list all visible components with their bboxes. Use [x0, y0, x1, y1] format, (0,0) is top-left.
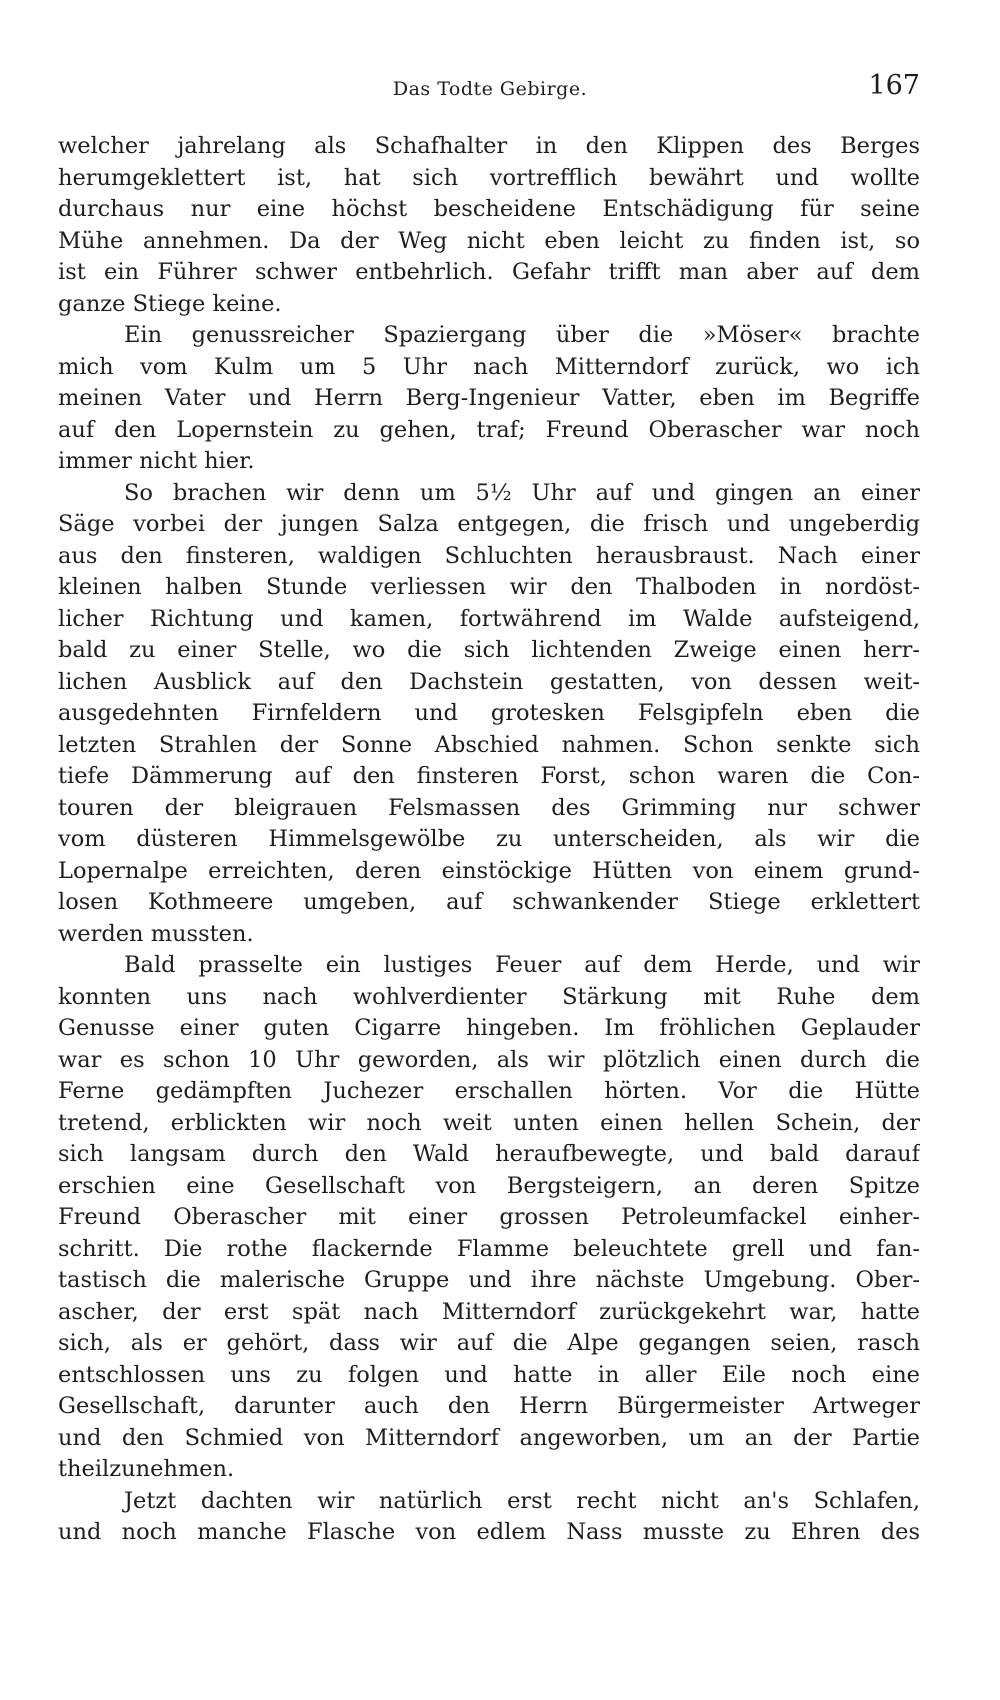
text-line: lichen Ausblick auf den Dachstein gestatten, von dessen weit- [58, 668, 920, 695]
text-line: erschien eine Gesellschaft von Bergsteigern, an deren Spitze [58, 1172, 920, 1199]
text-line: Ein genussreicher Spaziergang über die »Möser« brachte [124, 322, 920, 348]
text-line: werden mussten. [58, 920, 254, 947]
text-line: touren der bleigrauen Felsmassen des Grimming nur schwer [58, 794, 920, 821]
text-line: ganze Stiege keine. [58, 290, 282, 317]
text-line: bald zu einer Stelle, wo die sich lichtenden Zweige einen herr- [58, 637, 920, 663]
text-line: entschlossen uns zu folgen und hatte in aller Eile noch eine [58, 1361, 920, 1388]
text-line: meinen Vater und Herrn Berg-Ingenieur Vatter, eben im Begriffe [58, 385, 920, 411]
text-line: war es schon 10 Uhr geworden, als wir plötzlich einen durch die [58, 1046, 920, 1073]
text-line: Jetzt dachten wir natürlich erst recht nicht an's Schlafen, [124, 1487, 920, 1514]
text-line: Mühe annehmen. Da der Weg nicht eben leicht zu finden ist, so [58, 227, 920, 254]
text-line: immer nicht hier. [58, 448, 255, 474]
text-line: letzten Strahlen der Sonne Abschied nahmen. Schon senkte sich [58, 731, 920, 758]
text-line: kleinen halben Stunde verliessen wir den Thalboden in nordöst- [58, 574, 920, 600]
text-line: aus den finsteren, waldigen Schluchten herausbraust. Nach einer [58, 542, 920, 569]
body-text [58, 131, 920, 1549]
text-line: tastisch die malerische Gruppe und ihre nächste Umgebung. Ober- [58, 1267, 920, 1293]
running-head [60, 70, 920, 110]
text-line: ascher, der erst spät nach Mitterndorf zurückgekehrt war, hatte [58, 1298, 920, 1325]
page-number: 167 [868, 70, 920, 101]
text-line: herumgeklettert ist, hat sich vortrefflich bewährt und wollte [58, 164, 920, 191]
text-line: sich langsam durch den Wald heraufbewegte, und bald darauf [58, 1141, 920, 1167]
text-line: theilzunehmen. [58, 1456, 235, 1482]
running-title: Das Todte Gebirge. [392, 78, 588, 100]
text-line: So brachen wir denn um 5½ Uhr auf und gingen an einer [124, 479, 920, 506]
text-line: konnten uns nach wohlverdienter Stärkung mit Ruhe dem [58, 983, 920, 1010]
text-line: Lopernalpe erreichten, deren einstöckige Hütten von einem grund- [58, 857, 920, 884]
text-line: tiefe Dämmerung auf den finsteren Forst, schon waren die Con- [58, 763, 920, 789]
text-line: ausgedehnten Firnfeldern und grotesken Felsgipfeln eben die [58, 700, 920, 726]
text-line: schritt. Die rothe flackernde Flamme beleuchtete grell und fan- [58, 1235, 920, 1262]
text-line: Genusse einer guten Cigarre hingeben. Im fröhlichen Geplauder [58, 1015, 920, 1041]
text-line: tretend, erblickten wir noch weit unten einen hellen Schein, der [58, 1109, 920, 1136]
text-line: losen Kothmeere umgeben, auf schwankender Stiege erklettert [58, 889, 920, 915]
text-line: mich vom Kulm um 5 Uhr nach Mitterndorf zurück, wo ich [58, 353, 920, 380]
text-line: auf den Lopernstein zu gehen, traf; Freund Oberascher war noch [58, 416, 920, 443]
text-line: durchaus nur eine höchst bescheidene Entschädigung für seine [58, 196, 920, 222]
text-line: und noch manche Flasche von edlem Nass musste zu Ehren des [58, 1519, 920, 1545]
text-line: sich, als er gehört, dass wir auf die Alpe gegangen seien, rasch [58, 1330, 920, 1356]
text-line: welcher jahrelang als Schafhalter in den Klippen des Berges [58, 133, 920, 159]
text-line: Freund Oberascher mit einer grossen Petroleumfackel einher- [58, 1204, 920, 1230]
text-line: Gesellschaft, darunter auch den Herrn Bürgermeister Artweger [58, 1393, 920, 1419]
text-line: vom düsteren Himmelsgewölbe zu unterscheiden, als wir die [58, 826, 920, 852]
text-line: und den Schmied von Mitterndorf angeworben, um an der Partie [58, 1424, 920, 1451]
text-line: Säge vorbei der jungen Salza entgegen, die frisch und ungeberdig [58, 511, 920, 537]
text-line: licher Richtung und kamen, fortwährend im Walde aufsteigend, [58, 605, 920, 632]
text-line: ist ein Führer schwer entbehrlich. Gefahr trifft man aber auf dem [58, 259, 920, 285]
text-line: Ferne gedämpften Juchezer erschallen hörten. Vor die Hütte [58, 1078, 920, 1104]
text-line: Bald prasselte ein lustiges Feuer auf dem Herde, und wir [124, 952, 920, 978]
